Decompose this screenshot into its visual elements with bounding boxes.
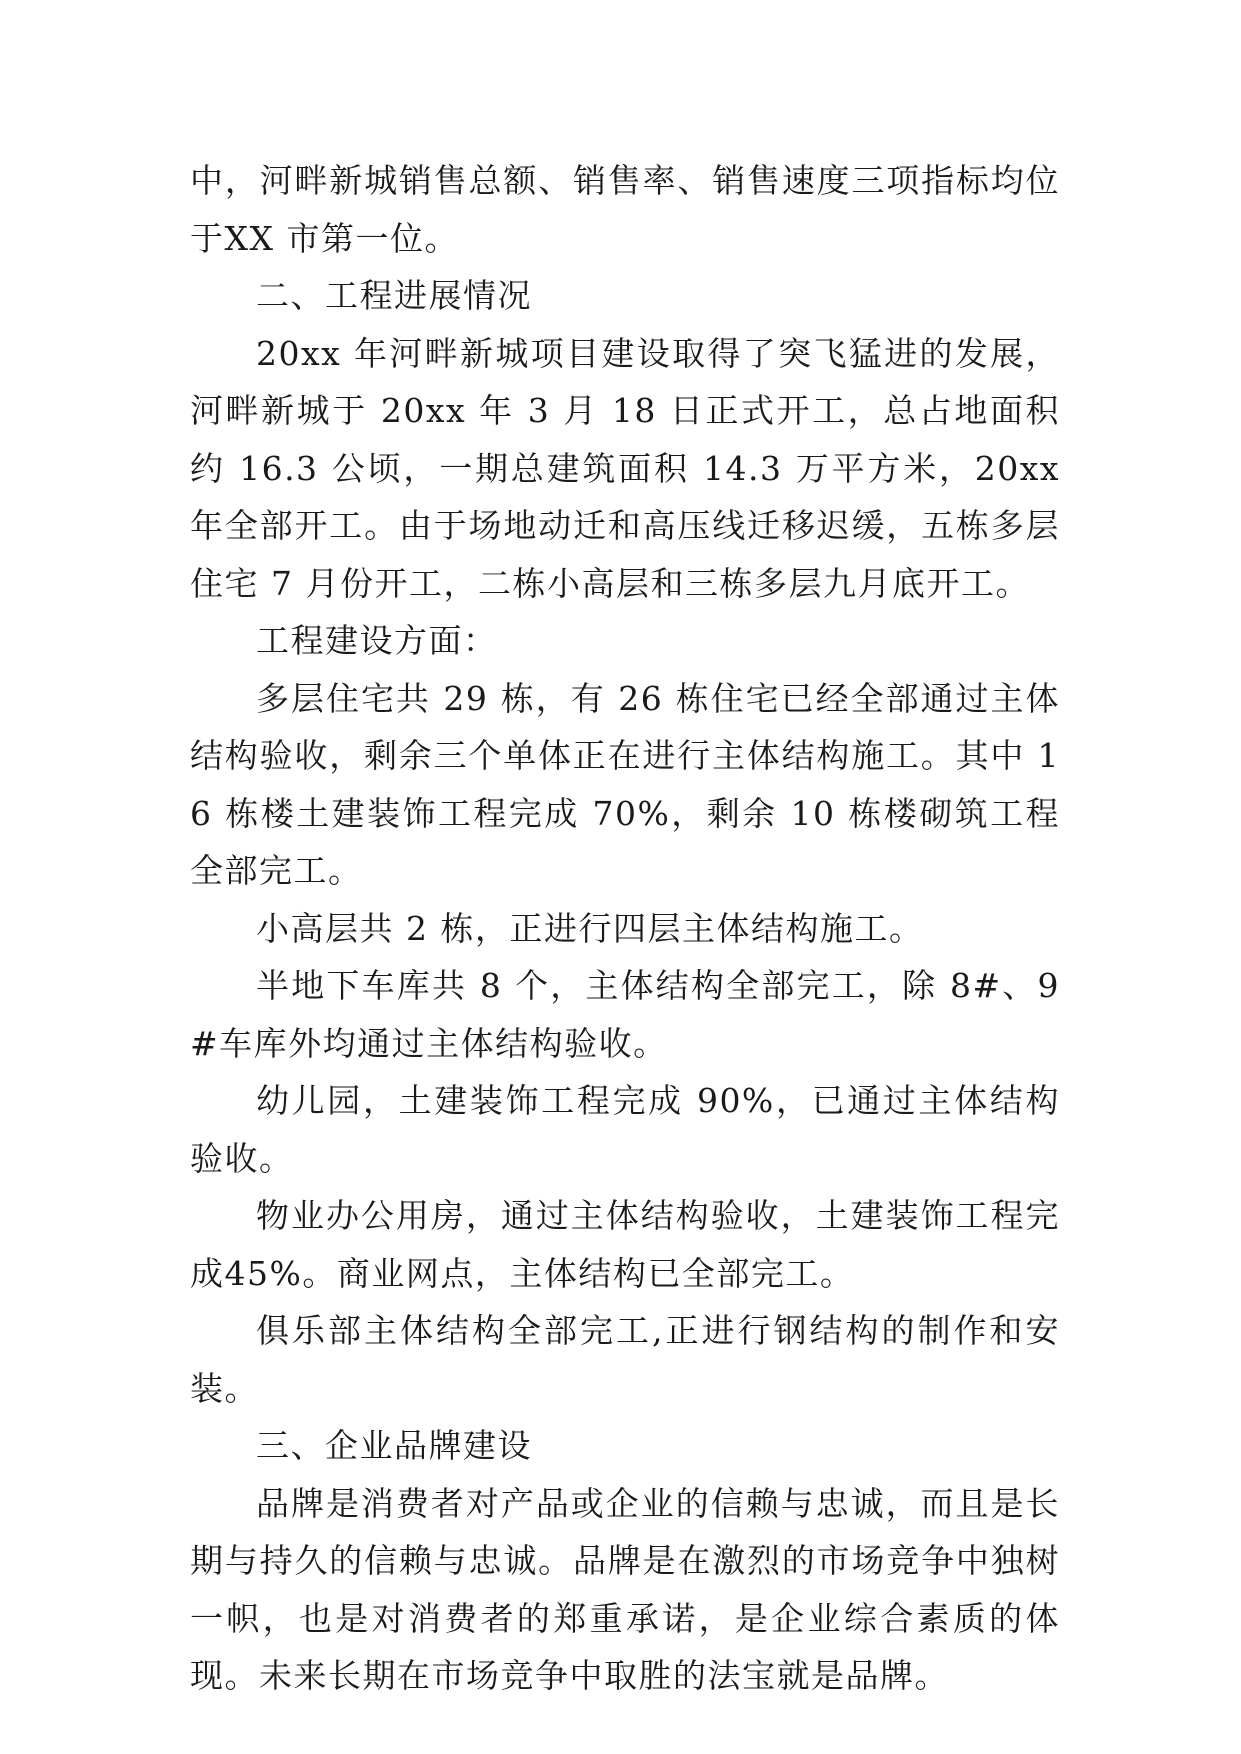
paragraph-project-start: 20xx 年河畔新城项目建设取得了突飞猛进的发展，河畔新城于 20xx 年 3 月 18 日正式开工，总占地面积约 16.3 公顷，一期总建筑面积 14.3 万平方米，20xx 年全部开工。由于场地动迁和高压线迁移迟缓，五栋多层住宅 7 月份开工，二栋小高层和三栋多层九月底开工。	[190, 333, 1061, 603]
subheading-construction: 工程建设方面：	[256, 621, 498, 660]
paragraph-clubhouse: 俱乐部主体结构全部完工,正进行钢结构的制作和安装。	[190, 1311, 1060, 1408]
heading-project-progress: 二、工程进展情况	[256, 276, 532, 315]
paragraph-property-office: 物业办公用房，通过主体结构验收，土建装饰工程完成45%。商业网点，主体结构已全部完工。	[190, 1196, 1060, 1293]
paragraph-kindergarten: 幼儿园，土建装饰工程完成 90%，已通过主体结构验收。	[190, 1081, 1060, 1178]
document-body	[190, 152, 1060, 1705]
paragraph-sales-ranking: 中，河畔新城销售总额、销售率、销售速度三项指标均位于XX 市第一位。	[190, 161, 1060, 258]
heading-brand-building: 三、企业品牌建设	[256, 1426, 532, 1465]
paragraph-garage: 半地下车库共 8 个，主体结构全部完工，除 8#、9#车库外均通过主体结构验收。	[190, 966, 1060, 1063]
paragraph-brand: 品牌是消费者对产品或企业的信赖与忠诚，而且是长期与持久的信赖与忠诚。品牌是在激烈的市场竞争中独树一帜，也是对消费者的郑重承诺，是企业综合素质的体现。未来长期在市场竞争中取胜的法宝就是品牌。	[190, 1483, 1060, 1695]
paragraph-high-rise: 小高层共 2 栋，正进行四层主体结构施工。	[256, 908, 924, 948]
paragraph-multistory-housing: 多层住宅共 29 栋，有 26 栋住宅已经全部通过主体结构验收，剩余三个单体正在进行主体结构施工。其中 16 栋楼土建装饰工程完成 70%，剩余 10 栋楼砌筑工程全部完工。	[190, 678, 1060, 890]
